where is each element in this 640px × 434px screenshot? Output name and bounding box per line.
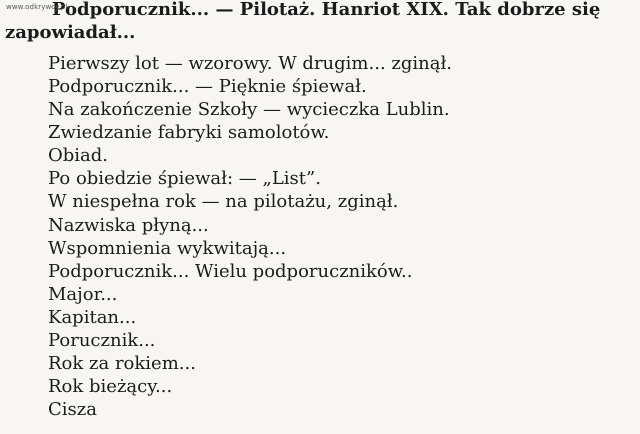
- text-line-15: Porucznik...: [48, 330, 156, 351]
- text-line-10: Nazwiska płyną...: [48, 215, 209, 236]
- text-line-2: zapowiadał...: [5, 22, 136, 43]
- text-line-6: Zwiedzanie fabryki samolotów.: [48, 122, 330, 143]
- text-line-9: W niespełna rok — na pilotażu, zginął.: [48, 191, 399, 212]
- text-line-1: Podporucznik... — Pilotaż. Hanriot XIX. Tak dobrze się: [52, 0, 601, 20]
- watermark-text: www.odkrywcy.pl: [6, 3, 68, 11]
- text-line-18: Cisza: [48, 399, 97, 420]
- text-line-14: Kapitan...: [48, 307, 137, 328]
- text-line-4: Podporucznik... — Pięknie śpiewał.: [48, 76, 367, 97]
- text-line-13: Major...: [48, 284, 118, 305]
- text-line-16: Rok za rokiem...: [48, 353, 196, 374]
- text-line-3: Pierwszy lot — wzorowy. W drugim... zginął.: [48, 53, 453, 74]
- text-line-12: Podporucznik... Wielu podporuczników..: [48, 261, 413, 282]
- text-line-5: Na zakończenie Szkoły — wycieczka Lublin.: [48, 99, 450, 120]
- text-line-8: Po obiedzie śpiewał: — „List”.: [48, 168, 321, 189]
- text-line-11: Wspomnienia wykwitają...: [48, 238, 287, 259]
- text-line-7: Obiad.: [48, 145, 109, 166]
- text-line-17: Rok bieżący...: [48, 376, 173, 397]
